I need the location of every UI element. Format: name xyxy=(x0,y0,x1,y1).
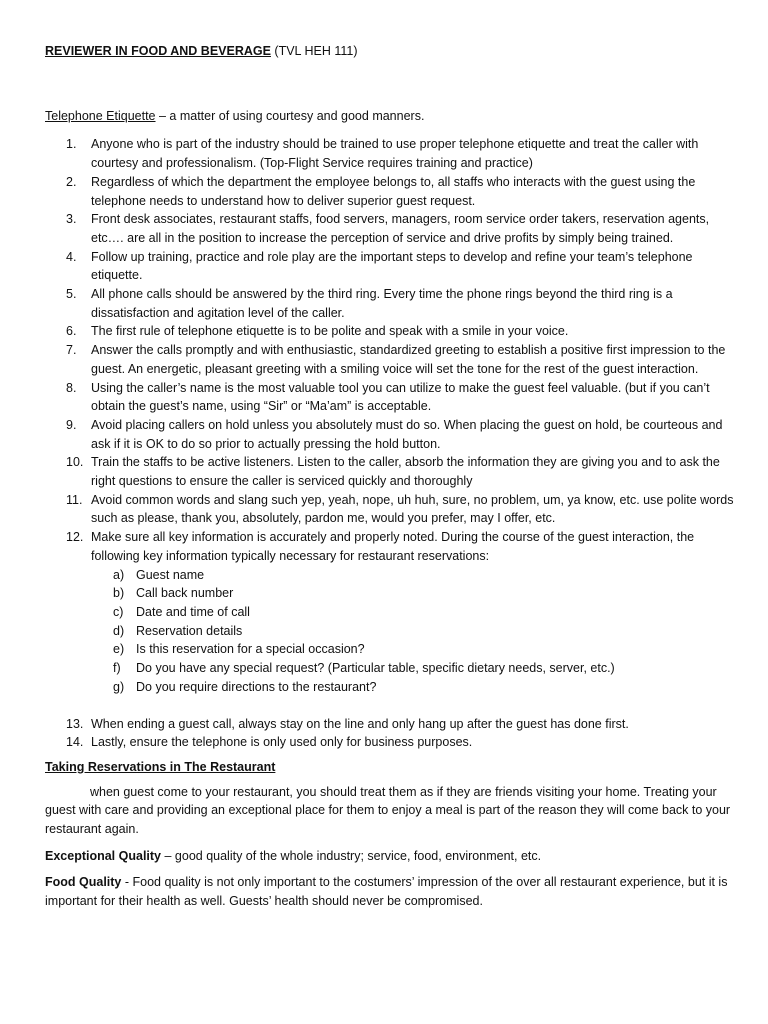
item-number: 10. xyxy=(66,455,84,470)
sub-item-text: Is this reservation for a special occasion? xyxy=(136,642,365,657)
reservations-heading: Taking Reservations in The Restaurant xyxy=(45,759,276,774)
sub-item-letter: e) xyxy=(113,642,125,657)
list-item xyxy=(45,322,735,341)
sub-list-item xyxy=(91,678,735,697)
reservations-paragraph: when guest come to your restaurant, you should treat them as if they are friends visiting your home. Treating your guest with care and providing an exceptional place for them to enjoy a meal is part of the reason they will come back to your restaurant again. xyxy=(45,784,731,837)
sub-list-item xyxy=(91,603,735,622)
list-item xyxy=(45,733,735,752)
item-text: Regardless of which the department the employee belongs to, all staffs who interacts with the guest using the telephone needs to understand how to deliver superior guest request. xyxy=(91,174,696,208)
sub-list-item xyxy=(91,566,735,585)
exceptional-quality-label: Exceptional Quality xyxy=(45,848,162,863)
title-main: REVIEWER IN FOOD AND BEVERAGE xyxy=(45,44,271,58)
item-number: 9. xyxy=(66,417,77,432)
sub-list-item xyxy=(91,584,735,603)
list-item xyxy=(45,416,735,453)
item-number: 14. xyxy=(66,735,84,750)
list-item xyxy=(45,453,735,490)
item-text: Anyone who is part of the industry should be trained to use proper telephone etiquette and treat the caller with courtesy and professionalism. (Top-Flight Service requires training and practice) xyxy=(91,137,699,171)
food-quality-paragraph xyxy=(45,873,735,910)
item-number: 13. xyxy=(66,716,84,731)
item-text: Avoid placing callers on hold unless you absolutely must do so. When placing the guest on hold, be courteous and ask if it is OK to do so prior to actually pressing the hold button. xyxy=(91,417,723,451)
item-number: 1. xyxy=(66,137,77,152)
list-item xyxy=(45,248,735,285)
item-number: 11. xyxy=(66,492,83,507)
list-item xyxy=(45,135,735,172)
item-text: Make sure all key information is accurately and properly noted. During the course of the guest interaction, the following key information typically necessary for restaurant reservations: xyxy=(91,530,695,563)
list-item xyxy=(45,715,735,734)
sub-item-letter: f) xyxy=(113,661,121,676)
sub-item-letter: d) xyxy=(113,623,125,638)
etiquette-section xyxy=(45,107,735,126)
list-item xyxy=(45,285,735,322)
sub-list-item xyxy=(91,622,735,641)
list-item xyxy=(45,528,735,696)
sub-list-item xyxy=(91,659,735,678)
exceptional-quality-paragraph xyxy=(45,847,735,866)
title-code: (TVL HEH 111) xyxy=(270,44,358,58)
item-text: Follow up training, practice and role play are the important steps to develop and refine your team’s telephone etiquette. xyxy=(91,249,693,283)
item-number: 6. xyxy=(66,324,77,339)
etiquette-list xyxy=(45,135,735,696)
sub-item-text: Call back number xyxy=(136,586,234,601)
sub-item-text: Do you have any special request? (Particular table, specific dietary needs, server, etc.) xyxy=(136,661,615,676)
item-text: Front desk associates, restaurant staffs, food servers, managers, room service order takers, reservation agents, etc…. are all in the position to increase the perception of service and drive profits by simply being trained. xyxy=(91,212,710,245)
list-item xyxy=(45,341,735,378)
item-number: 5. xyxy=(66,287,77,302)
item-text: When ending a guest call, always stay on the line and only hang up after the guest has done first. xyxy=(91,716,629,731)
document-title xyxy=(45,42,735,61)
item-text: Train the staffs to be active listeners. Listen to the caller, absorb the information they are giving you and to ask the right questions to ensure the caller is serviced quickly and thoroughly xyxy=(91,455,720,489)
list-spacer xyxy=(45,697,735,715)
sub-item-letter: a) xyxy=(113,567,125,582)
key-info-list xyxy=(91,566,735,697)
etiquette-heading: Telephone Etiquette xyxy=(45,108,156,123)
sub-item-text: Reservation details xyxy=(136,623,243,638)
sub-item-letter: c) xyxy=(113,604,124,619)
item-text: The first rule of telephone etiquette is to be polite and speak with a smile in your voice. xyxy=(91,324,569,339)
exceptional-quality-text: – good quality of the whole industry; service, food, environment, etc. xyxy=(161,848,542,863)
item-number: 7. xyxy=(66,343,77,358)
list-item xyxy=(45,173,735,210)
item-number: 12. xyxy=(66,530,84,545)
sub-item-text: Guest name xyxy=(136,567,205,582)
food-quality-label: Food Quality xyxy=(45,875,122,890)
item-text: Using the caller’s name is the most valuable tool you can utilize to make the guest feel valuable. (but if you can’t obtain the guest’s name, using “Sir” or “Ma’am” is acceptable. xyxy=(91,380,710,414)
item-number: 8. xyxy=(66,380,77,395)
sub-list-item xyxy=(91,640,735,659)
item-number: 3. xyxy=(66,212,77,227)
item-text: Lastly, ensure the telephone is only used only for business purposes. xyxy=(91,735,473,750)
reservations-section xyxy=(45,758,735,777)
sub-item-letter: g) xyxy=(113,679,125,694)
item-number: 2. xyxy=(66,174,77,189)
sub-item-letter: b) xyxy=(113,586,125,601)
item-text: Avoid common words and slang such yep, yeah, nope, uh huh, sure, no problem, um, ya know, etc. use polite words such as please, thank you, absolutely, pardon me, would you prefer, may I offer, etc. xyxy=(91,492,734,526)
etiquette-definition: – a matter of using courtesy and good manners. xyxy=(155,108,425,123)
item-text: Answer the calls promptly and with enthusiastic, standardized greeting to establish a positive first impression to the guest. An energetic, pleasant greeting with a smiling voice will set the tone for the rest of the guest interaction. xyxy=(91,343,726,376)
item-number: 4. xyxy=(66,249,77,264)
document-page xyxy=(45,42,735,911)
etiquette-list-continued xyxy=(45,715,735,752)
sub-item-text: Date and time of call xyxy=(136,604,250,619)
food-quality-text: - Food quality is not only important to the costumers’ impression of the over all restaurant experience, but it is important for their health as well. Guests’ health should never be compromised. xyxy=(45,875,728,909)
sub-item-text: Do you require directions to the restaurant? xyxy=(136,679,377,694)
list-item xyxy=(45,379,735,416)
item-text: All phone calls should be answered by the third ring. Every time the phone rings beyond the third ring is a dissatisfaction and agitation level of the caller. xyxy=(91,287,673,320)
list-item xyxy=(45,491,735,528)
list-item xyxy=(45,210,735,247)
